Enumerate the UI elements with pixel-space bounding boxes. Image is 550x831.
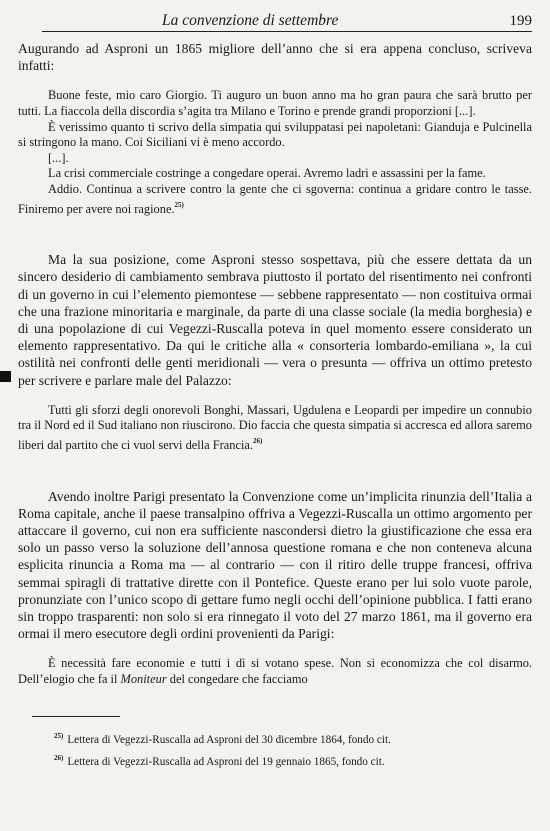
footnote-26-text: Lettera di Vegezzi-Ruscalla ad Asproni del 19 gennaio 1865, fondo cit.: [67, 755, 385, 768]
footnote-separator: [32, 716, 120, 717]
quote3-paragraph: [18, 656, 532, 687]
quote3-text-after: del congedare che facciamo: [166, 671, 308, 686]
quote1-paragraph-1: Buone feste, mio caro Giorgio. Ti auguro un buon anno ma ho gran paura che sarà brutto per tutti. La fiaccola della discordia s’agita tra Milano e Torino e prende grandi proporzioni [...].: [18, 88, 532, 118]
footnote-ref-26: 26): [253, 436, 263, 445]
page-number: 199: [509, 13, 532, 29]
footnotes: [18, 727, 532, 771]
quote1-paragraph-2: È verissimo quanto ti scrivo della simpatia qui sviluppatasi pei napoletani: Gianduja e Pulcinella si stringono la mano. Coi Siciliani vi è meno accordo.: [18, 119, 532, 150]
quote1-paragraph-5: [18, 182, 532, 217]
book-page: [18, 12, 532, 771]
footnote-ref-25: 25): [174, 200, 184, 209]
quote1-paragraph-4: La crisi commerciale costringe a congedare operai. Avremo ladri e assassini per la fame.: [48, 166, 486, 181]
block-quote-3: [18, 656, 532, 687]
block-quote-2: [18, 403, 532, 454]
running-title: La convenzione di settembre: [162, 12, 339, 29]
quote2-paragraph: [18, 403, 532, 454]
block-quote-1: [18, 88, 532, 217]
quote3-italic-title: Moniteur: [120, 671, 167, 686]
intro-paragraph: Augurando ad Aspronі un 1865 migliore dell’anno che si era appena concluso, scriveva infatti:: [18, 41, 532, 74]
quote3-text-before: È necessità fare economie e tutti i dì si votano spese. Non si economizza che col disarmo. Dell’elogio che fa il: [18, 656, 532, 686]
quote2-text: Tutti gli sforzi degli onorevoli Bonghi, Massari, Ugdulena e Leopardi per impedire un connubio tra il Nord ed il Sud italiano non riuscirono. Dio faccia che questa simpatia si accresca ed allora saremo liberi dal partito che ci vuol servi della Francia.: [18, 402, 532, 452]
running-header: [42, 12, 532, 32]
margin-marker: [0, 371, 11, 382]
quote1-paragraph-3: [...].: [48, 150, 69, 165]
footnote-26-number: 26): [54, 753, 64, 762]
paragraph-3: Avendo inoltre Parigi presentato la Convenzione come un’implicita rinunzia dell’Italia a Roma capitale, anche il paese transalpino offriva a Vegezzi-Ruscalla un ottimo argomento per attaccare il governo, cui non era sufficiente nascondersi dietro la giustificazione che essa era solo un passo verso la soluzione dell’annosa questione romana e che non conteneva alcuna esplicita rinuncia a Roma ma — al contrario — con il ritiro delle truppe francesi, offriva semmai spiragli di trattative dirette con il Pontefice. Queste erano per lui solo vuote parole, pronunziate con l’unico scopo di gettare fumo negli occhi dell’opinione pubblica. I fatti erano sin troppo trasparenti: non solo si era rinnegato il voto del 27 marzo 1861, ma il governo era ormai il mero esecutore degli ordini provenienti da Parigi:: [18, 488, 532, 642]
paragraph-2: Ma la sua posizione, come Asproni stesso sospettava, più che essere dettata da un sincero desiderio di cambiamento sembrava piuttosto il portato del risentimento nei confronti di un governo in cui l’elemento piemontese — sebbene rappresentato — non costituiva ormai che una frazione minoritaria e marginale, da parte di una classe sociale (la media borghesia) e di una popolazione di cui Vegezzi-Ruscalla poteva in quel momento essere considerato un elemento rappresentativo. Da qui le critiche alla « consorteria lombardo-emiliana », la cui ostilità nei confronti delle genti meridionali — vera o presunta — offriva un ottimo pretesto per scrivere e parlare male del Palazzo:: [18, 252, 532, 388]
footnote-25-text: Lettera di Vegezzi-Ruscalla ad Asproni del 30 dicembre 1864, fondo cit.: [67, 733, 391, 746]
footnote-25: [18, 727, 532, 749]
footnote-25-number: 25): [54, 731, 64, 740]
footnote-26: [18, 749, 532, 771]
quote1-paragraph-5-text: Addio. Continua a scrivere contro la gente che ci sgoverna: continua a gridare contro le tasse. Finiremo per avere noi ragione.: [18, 181, 532, 216]
